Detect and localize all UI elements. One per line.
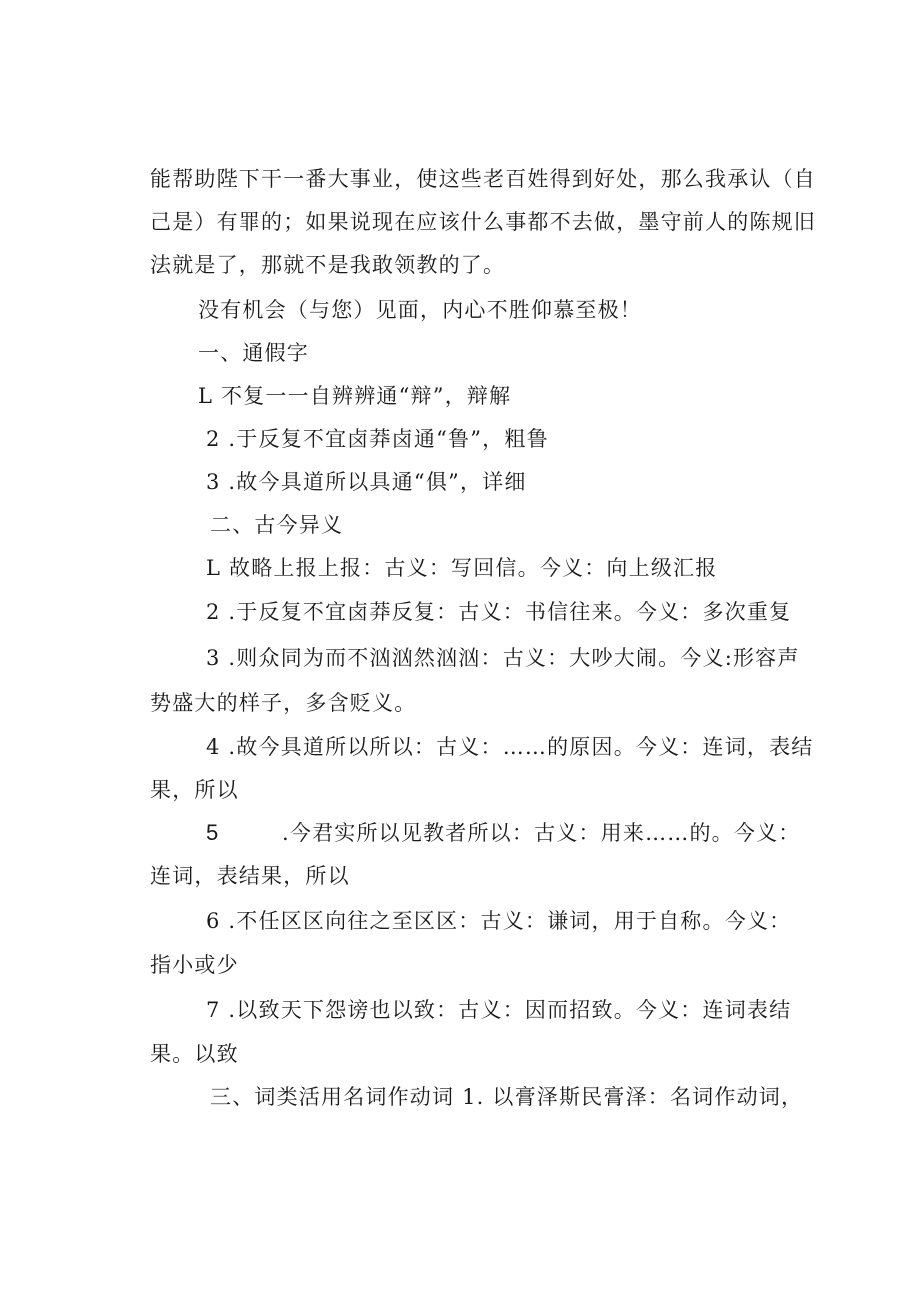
list-item-2-1: L 故略上报上报：古义：写回信。今义：向上级汇报	[206, 556, 718, 580]
section-heading-1: 一、通假字	[198, 341, 309, 365]
list-item-2-5-cont: 连词，表结果，所以	[150, 864, 350, 888]
list-item-2-7: 7 .以致天下怨谤也以致：古义：因而招致。今义：连词表结	[206, 998, 792, 1022]
list-item-1-2: 2 .于反复不宜卤莽卤通“鲁”，粗鲁	[206, 427, 549, 451]
list-item-2-6-cont: 指小或少	[150, 953, 239, 977]
list-item-2-6: 6 .不任区区向往之至区区：古义：谦词，用于自称。今义：	[206, 909, 792, 933]
text-line-4: 没有机会（与您）见面，内心不胜仰慕至极！	[198, 298, 642, 322]
list-item-2-3-cont: 势盛大的样子，多含贬义。	[150, 691, 417, 715]
list-item-2-4-cont: 果，所以	[150, 778, 239, 802]
list-item-2-2: 2 .于反复不宜卤莽反复：古义：书信往来。今义：多次重复	[206, 600, 792, 624]
list-item-1-3: 3 .故今具道所以具通“俱”，详细	[206, 470, 527, 494]
list-item-2-5-number: 5	[206, 820, 220, 845]
section-heading-2: 二、古今异义	[210, 513, 344, 537]
text-line-3: 法就是了，那就不是我敢领教的了。	[150, 253, 506, 277]
list-item-2-7-cont: 果。以致	[150, 1042, 239, 1066]
text-line-2: 己是）有罪的；如果说现在应该什么事都不去做，墨守前人的陈规旧	[150, 210, 816, 234]
list-item-2-3: 3 .则众同为而不汹汹然汹汹：古义：大吵大闹。今义:形容声	[206, 646, 800, 670]
list-item-2-5: .今君实所以见教者所以：古义：用来……的。今义：	[282, 821, 801, 845]
text-line-1: 能帮助陛下干一番大事业，使这些老百姓得到好处，那么我承认（自	[150, 167, 816, 191]
list-item-1-1: L 不复一一自辨辨通“辩”，辩解	[198, 384, 512, 408]
list-item-2-4: 4 .故今具道所以所以：古义：……的原因。今义：连词，表结	[206, 735, 814, 759]
section-heading-3: 三、词类活用名词作动词 1. 以膏泽斯民膏泽：名词作动词，	[210, 1085, 804, 1109]
